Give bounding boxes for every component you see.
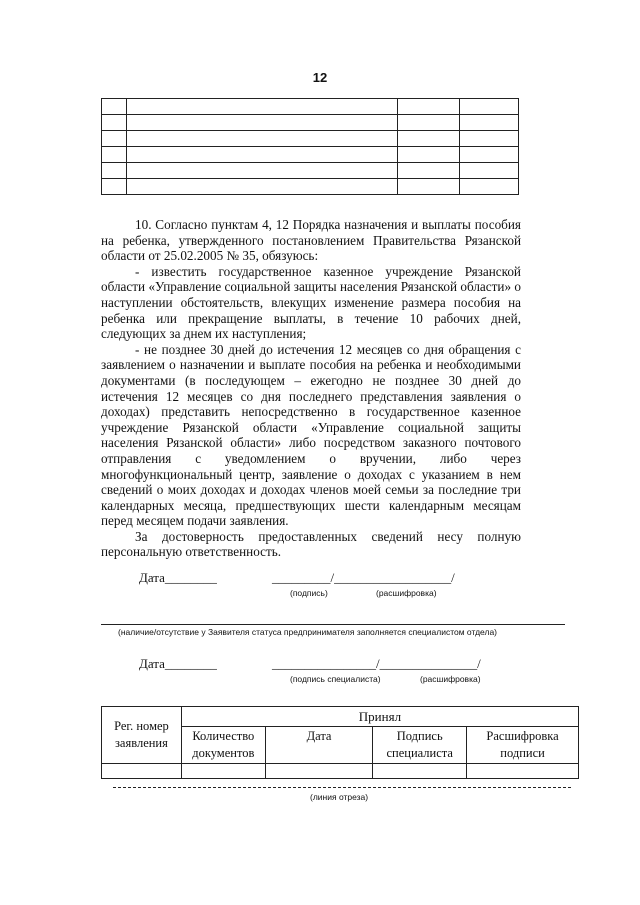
accepted-header: Принял — [181, 707, 578, 727]
reg-number-cell[interactable] — [102, 764, 182, 779]
obligations-section — [101, 217, 521, 560]
date-cell[interactable] — [265, 764, 373, 779]
table-row — [102, 707, 579, 727]
entrepreneur-status-note: (наличие/отсутствие у Заявителя статуса предпринимателя заполняется специалистом отдела) — [118, 627, 498, 637]
obligations-intro: 10. Согласно пунктам 4, 12 Порядка назначения и выплаты пособия на ребенка, утвержденного постановлением Правительства Рязанской области от 25.02.2005 № 35, обязуюсь: — [101, 217, 521, 264]
entrepreneur-status-line[interactable] — [101, 624, 565, 625]
table-row — [102, 115, 519, 131]
col-signature-decode: Расшифровка подписи — [467, 727, 579, 764]
table-row — [102, 764, 579, 779]
col-date: Дата — [265, 727, 373, 764]
obligation-item-1: - известить государственное казенное учреждение Рязанской области «Управление социальной защиты населения Рязанской области» о наступлении обстоятельств, влекущих изменение размера пособия на ребенка или прекращение выплаты, в течение 10 рабочих дней, следующих за днем их наступления; — [101, 263, 521, 342]
specialist-decode-caption: (расшифровка) — [420, 674, 481, 684]
table-row — [102, 179, 519, 195]
applicant-date-field[interactable]: Дата________ — [139, 570, 217, 585]
specialist-date-field[interactable]: Дата________ — [139, 656, 217, 671]
responsibility-statement: За достоверность предоставленных сведений несу полную персональную ответственность. — [101, 528, 521, 560]
decode-caption: (расшифровка) — [376, 588, 437, 598]
reg-number-header: Рег. номер заявления — [102, 707, 182, 764]
receipt-table — [101, 706, 579, 779]
continuation-table — [101, 98, 519, 195]
specialist-signature-cell[interactable] — [373, 764, 467, 779]
table-row — [102, 163, 519, 179]
col-documents-count: Количество документов — [181, 727, 265, 764]
table-row — [102, 147, 519, 163]
signature-caption: (подпись) — [290, 588, 328, 598]
cut-line — [113, 787, 571, 788]
table-row — [102, 131, 519, 147]
signature-decode-cell[interactable] — [467, 764, 579, 779]
obligation-item-2: - не позднее 30 дней до истечения 12 месяцев со дня обращения с заявлением о назначении и выплате пособия на ребенка и необходимыми документами (в последующем – ежегодно не позднее 30 дней до истечения 12 месяцев со дня последнего представления заявления о доходах) представить непосредственно в государственное казенное учреждение Рязанской области «Управление социальной защиты населения Рязанской области» либо посредством заказного почтового отправления с уведомлением о вручении, либо через многофункциональный центр, заявление о доходах с указанием в нем сведений о моих доходах и доходах членов моей семьи за последние три календарных месяца, предшествующих шести календарным месяцам перед месяцем подачи заявления. — [101, 341, 521, 529]
page-number: 12 — [312, 70, 328, 85]
specialist-signature-line[interactable]: ________________/_______________/ — [272, 656, 481, 671]
applicant-signature-line[interactable]: _________/__________________/ — [272, 570, 455, 585]
specialist-signature-caption: (подпись специалиста) — [290, 674, 381, 684]
col-specialist-signature: Подпись специалиста — [373, 727, 467, 764]
cut-line-label: (линия отреза) — [310, 792, 369, 802]
documents-count-cell[interactable] — [181, 764, 265, 779]
table-row — [102, 99, 519, 115]
